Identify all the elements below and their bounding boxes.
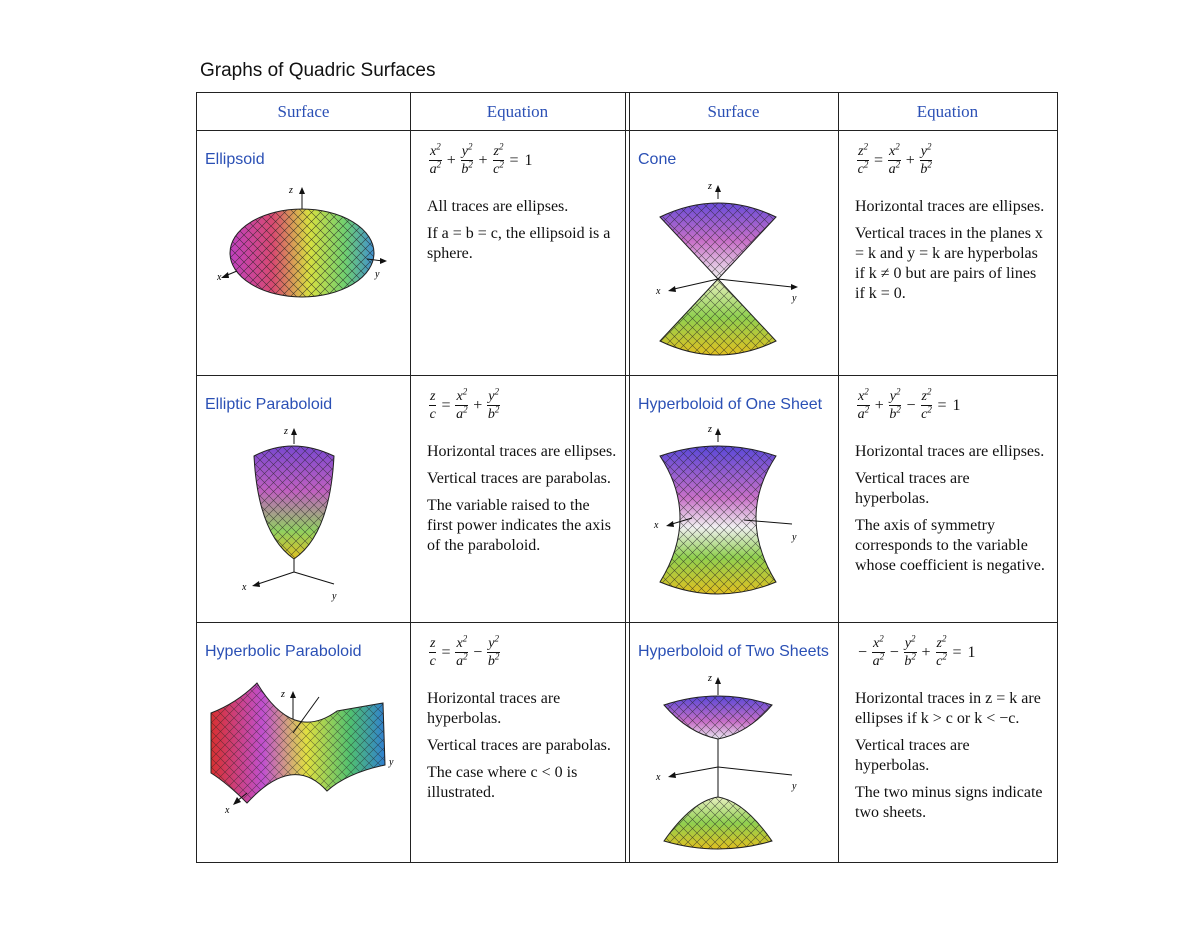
column-divider [625, 93, 626, 862]
z-axis-label: z [284, 426, 288, 437]
cone-equation: $\frac{z^2}{c^2}$ = $\frac{x^2}{a^2}$ + $\frac{y^2}{b^2}$ [857, 141, 932, 177]
z-axis-label: z [281, 689, 285, 700]
z-axis-label: z [708, 673, 712, 684]
page-title: Graphs of Quadric Surfaces [200, 60, 436, 81]
surface-cell-hyperboloid-one-sheet [630, 376, 838, 622]
equation-cell-hyperboloid-one-sheet [839, 376, 1057, 622]
z-axis-label: z [708, 181, 712, 192]
surface-name: Hyperboloid of Two Sheets [638, 643, 829, 660]
surface-description: Horizontal traces in z = k are ellipses if k > c or k < −c. Vertical traces are hyperbolas. The two minus signs indicate two sheets. [855, 690, 1043, 821]
quadric-surfaces-table [196, 92, 1058, 863]
elliptic-paraboloid-equation: $\frac{z}{c}$ = $\frac{x^2}{a^2}$ + $\frac{y^2}{b^2}$ [429, 386, 500, 422]
equation-cell-cone [839, 131, 1057, 375]
x-axis-label: x [656, 286, 661, 297]
surface-cell-hyperboloid-two-sheets [630, 623, 838, 862]
surface-name: Ellipsoid [205, 151, 265, 168]
surface-cell-hyperbolic-paraboloid [197, 623, 410, 862]
surface-description: Horizontal traces are ellipses. Vertical traces are parabolas. The variable raised to the first power indicates the axis of the paraboloid. [427, 443, 617, 554]
y-axis-label: y [375, 269, 380, 280]
ellipsoid-figure [217, 181, 397, 311]
surface-name: Cone [638, 151, 677, 168]
z-axis-label: z [708, 424, 712, 435]
surface-description: All traces are ellipses. If a = b = c, the ellipsoid is a sphere. [427, 198, 611, 262]
equation-cell-elliptic-paraboloid [411, 376, 625, 622]
hyperboloid-two-sheets-figure [652, 671, 832, 857]
equation-cell-ellipsoid [411, 131, 625, 375]
surface-name: Elliptic Paraboloid [205, 396, 333, 413]
surface-description: Horizontal traces are hyperbolas. Vertical traces are parabolas. The case where c < 0 is illustrated. [427, 690, 611, 801]
surface-cell-elliptic-paraboloid [197, 376, 410, 622]
elliptic-paraboloid-figure [242, 424, 392, 604]
y-axis-label: y [792, 293, 797, 304]
x-axis-label: x [225, 805, 230, 816]
y-axis-label: y [389, 757, 394, 768]
surface-name: Hyperbolic Paraboloid [205, 643, 362, 660]
surface-name: Hyperboloid of One Sheet [638, 396, 823, 413]
cone-figure [652, 179, 832, 369]
header-equation-2: Equation [916, 102, 979, 121]
equation-cell-hyperboloid-two-sheets [839, 623, 1057, 862]
hyperbolic-paraboloid-equation: $\frac{z}{c}$ = $\frac{x^2}{a^2}$ − $\frac{y^2}{b^2}$ [429, 633, 500, 669]
ellipsoid-equation: $\frac{x^2}{a^2}$ + $\frac{y^2}{b^2}$ + $\frac{z^2}{c^2}$ = 1 [429, 141, 533, 177]
hyperboloid-one-sheet-figure [652, 422, 832, 612]
hyperboloid-two-sheets-equation: − $\frac{x^2}{a^2}$ − $\frac{y^2}{b^2}$ + $\frac{z^2}{c^2}$ = 1 [858, 633, 976, 669]
x-axis-label: x [654, 520, 659, 531]
y-axis-label: y [332, 591, 337, 602]
x-axis-label: x [242, 582, 247, 593]
header-surface-2: Surface [707, 102, 760, 121]
surface-cell-ellipsoid [197, 131, 410, 375]
surface-description: Horizontal traces are ellipses. Vertical traces in the planes x = k and y = k are hyperbolas if k ≠ 0 but are pairs of lines if k = 0. [855, 198, 1045, 302]
hyperbolic-paraboloid-figure [207, 673, 403, 823]
z-axis-label: z [289, 185, 293, 196]
surface-cell-cone [630, 131, 838, 375]
x-axis-label: x [656, 772, 661, 783]
x-axis-label: x [217, 272, 222, 283]
header-equation-1: Equation [486, 102, 549, 121]
equation-cell-hyperbolic-paraboloid [411, 623, 625, 862]
y-axis-label: y [792, 532, 797, 543]
hyperboloid-one-sheet-equation: $\frac{x^2}{a^2}$ + $\frac{y^2}{b^2}$ − $\frac{z^2}{c^2}$ = 1 [857, 386, 961, 422]
surface-description: Horizontal traces are ellipses. Vertical traces are hyperbolas. The axis of symmetry corresponds to the variable whose coefficient is negative. [855, 443, 1045, 574]
y-axis-label: y [792, 781, 797, 792]
header-surface-1: Surface [277, 102, 330, 121]
